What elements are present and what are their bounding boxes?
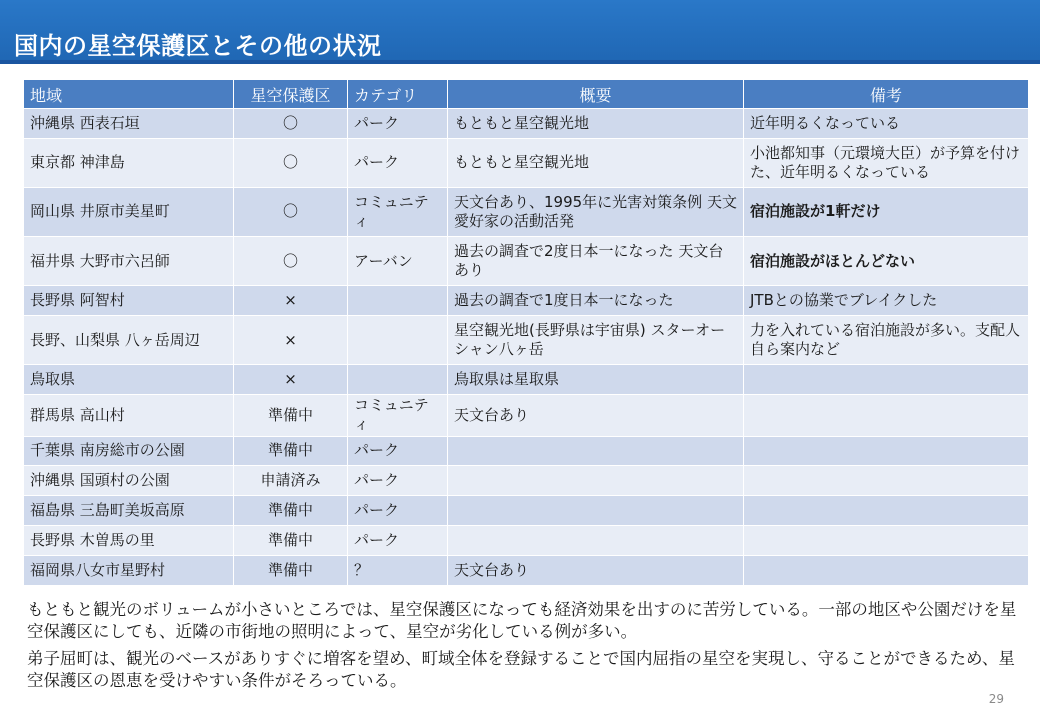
cell-region: 長野、山梨県 八ヶ岳周辺 — [24, 315, 234, 364]
cell-status: 準備中 — [234, 394, 348, 436]
paragraph-1: もともと観光のボリュームが小さいところでは、星空保護区になっても経済効果を出すのに苦労している。一部の地区や公園だけを星空保護区にしても、近隣の市街地の照明によって、星空が劣化している例が多い。 — [27, 600, 1017, 641]
cell-status: 申請済み — [234, 466, 348, 496]
cell-summary: 過去の調査で2度日本一になった 天文台あり — [448, 237, 744, 286]
sky-reserve-table — [23, 79, 1029, 586]
title-stripe — [0, 60, 1040, 64]
cell-note: 力を入れている宿泊施設が多い。支配人自ら案内など — [744, 315, 1029, 364]
table-header-row — [24, 80, 1029, 109]
table-row — [24, 496, 1029, 526]
cell-note: 小池都知事（元環境大臣）が予算を付けた、近年明るくなっている — [744, 138, 1029, 187]
cell-category: パーク — [348, 436, 448, 466]
table-row — [24, 315, 1029, 364]
cell-category: コミュニティ — [348, 187, 448, 236]
table-row — [24, 436, 1029, 466]
cell-note: 宿泊施設が1軒だけ — [744, 187, 1029, 236]
cell-summary: 天文台あり — [448, 556, 744, 586]
table-row — [24, 526, 1029, 556]
cell-status: × — [234, 286, 348, 316]
table-row — [24, 237, 1029, 286]
cell-note — [744, 526, 1029, 556]
cell-region: 沖縄県 西表石垣 — [24, 109, 234, 139]
cell-status: 準備中 — [234, 436, 348, 466]
cell-summary — [448, 526, 744, 556]
page-number: 29 — [988, 692, 1004, 706]
cell-summary: 鳥取県は星取県 — [448, 365, 744, 395]
cell-summary: 天文台あり、1995年に光害対策条例 天文愛好家の活動活発 — [448, 187, 744, 236]
cell-category — [348, 365, 448, 395]
title-bar — [0, 0, 1040, 64]
cell-summary: 過去の調査で1度日本一になった — [448, 286, 744, 316]
cell-region: 福井県 大野市六呂師 — [24, 237, 234, 286]
table-row — [24, 365, 1029, 395]
cell-note: 宿泊施設がほとんどない — [744, 237, 1029, 286]
cell-summary: 天文台あり — [448, 394, 744, 436]
cell-region: 福島県 三島町美坂高原 — [24, 496, 234, 526]
cell-note — [744, 556, 1029, 586]
cell-summary: 星空観光地(長野県は宇宙県) スターオーシャン八ヶ岳 — [448, 315, 744, 364]
cell-status: 準備中 — [234, 556, 348, 586]
cell-summary: もともと星空観光地 — [448, 109, 744, 139]
cell-region: 長野県 阿智村 — [24, 286, 234, 316]
cell-status: 〇 — [234, 138, 348, 187]
cell-status: 準備中 — [234, 496, 348, 526]
cell-category: パーク — [348, 496, 448, 526]
cell-note — [744, 365, 1029, 395]
cell-status: × — [234, 315, 348, 364]
cell-status: 〇 — [234, 109, 348, 139]
cell-region: 福岡県八女市星野村 — [24, 556, 234, 586]
header-summary: 概要 — [448, 80, 744, 109]
cell-region: 東京都 神津島 — [24, 138, 234, 187]
cell-note — [744, 436, 1029, 466]
cell-summary — [448, 466, 744, 496]
table-row — [24, 187, 1029, 236]
cell-status: 〇 — [234, 237, 348, 286]
cell-status: 〇 — [234, 187, 348, 236]
header-note: 備考 — [744, 80, 1029, 109]
cell-category: ？ — [348, 556, 448, 586]
cell-region: 群馬県 高山村 — [24, 394, 234, 436]
cell-category: パーク — [348, 109, 448, 139]
cell-note — [744, 496, 1029, 526]
paragraph-2: 弟子屈町は、観光のベースがありすぐに増客を望め、町域全体を登録することで国内屈指の星空を実現し、守ることができるため、星空保護区の恩恵を受けやすい条件がそろっている。 — [27, 649, 1015, 690]
header-region: 地域 — [24, 80, 234, 109]
table-body — [24, 109, 1029, 586]
cell-category — [348, 286, 448, 316]
cell-note: JTBとの協業でブレイクした — [744, 286, 1029, 316]
cell-note — [744, 466, 1029, 496]
cell-category: パーク — [348, 138, 448, 187]
cell-summary — [448, 436, 744, 466]
cell-summary: もともと星空観光地 — [448, 138, 744, 187]
cell-region: 岡山県 井原市美星町 — [24, 187, 234, 236]
cell-region: 鳥取県 — [24, 365, 234, 395]
table-row — [24, 138, 1029, 187]
cell-category — [348, 315, 448, 364]
cell-note: 近年明るくなっている — [744, 109, 1029, 139]
cell-region: 長野県 木曽馬の里 — [24, 526, 234, 556]
cell-category: パーク — [348, 526, 448, 556]
slide-title: 国内の星空保護区とその他の状況 — [14, 32, 382, 60]
cell-category: パーク — [348, 466, 448, 496]
table-row — [24, 556, 1029, 586]
cell-region: 沖縄県 国頭村の公園 — [24, 466, 234, 496]
cell-category: コミュニティ — [348, 394, 448, 436]
table-row — [24, 394, 1029, 436]
cell-summary — [448, 496, 744, 526]
cell-region: 千葉県 南房総市の公園 — [24, 436, 234, 466]
cell-category: アーバン — [348, 237, 448, 286]
header-category: カテゴリ — [348, 80, 448, 109]
cell-note — [744, 394, 1029, 436]
sky-reserve-table-wrap — [23, 79, 1028, 586]
table-row — [24, 286, 1029, 316]
table-row — [24, 109, 1029, 139]
cell-status: 準備中 — [234, 526, 348, 556]
header-status: 星空保護区 — [234, 80, 348, 109]
table-row — [24, 466, 1029, 496]
cell-status: × — [234, 365, 348, 395]
